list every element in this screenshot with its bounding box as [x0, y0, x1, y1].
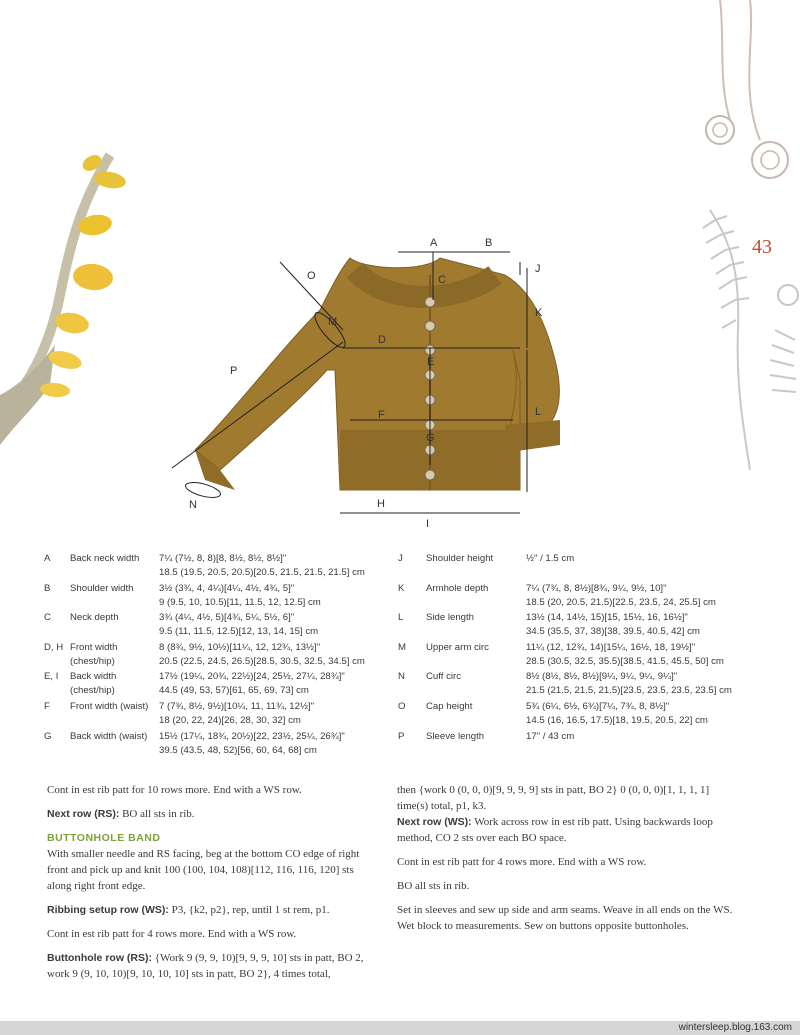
measurement-name: Front width (waist) — [70, 700, 149, 712]
leaf — [72, 262, 114, 291]
measurement-metric: 14.5 (16, 16.5, 17.5)[18, 19.5, 20.5, 22] cm — [526, 714, 708, 726]
measurement-name: Armhole depth — [426, 582, 489, 594]
dim-label-d: D — [378, 334, 386, 346]
measurement-imperial: 17" / 43 cm — [526, 730, 575, 742]
leaf-branch-illustration — [0, 145, 140, 445]
measurement-row — [398, 552, 758, 582]
measurement-name: Upper arm circ — [426, 641, 489, 653]
measurement-imperial: 3¾ (4¼, 4½, 5)[4¾, 5¼, 5½, 6]" — [159, 612, 295, 624]
instruction-paragraph — [47, 806, 367, 822]
measurement-values — [159, 641, 365, 669]
measurement-values — [526, 552, 574, 566]
measurement-imperial: 17½ (19¼, 20¾, 22½)[24, 25½, 27¼, 28¾]" — [159, 671, 345, 683]
fern-curl — [706, 116, 734, 144]
sweater-schematic — [165, 230, 565, 530]
measurement-letter: L — [398, 612, 404, 624]
measurement-letter: B — [44, 582, 51, 594]
measurement-imperial: 7 (7¾, 8½, 9½)[10¼, 11, 11¾, 12½]" — [159, 700, 315, 712]
footer-url: wintersleep.blog.163.com — [678, 1022, 792, 1033]
measurement-values — [526, 730, 574, 744]
measurement-imperial: 3½ (3¾, 4, 4¼)[4¼, 4½, 4¾, 5]" — [159, 582, 295, 594]
dim-label-f: F — [378, 409, 385, 421]
instruction-paragraph — [47, 902, 367, 918]
dim-label-l: L — [535, 406, 542, 418]
measurement-name: Front width (chest/hip) — [70, 641, 118, 667]
dim-label-a: A — [430, 237, 438, 249]
dim-label-p: P — [230, 365, 238, 377]
measurement-table-left — [44, 552, 394, 759]
measurement-letter: M — [398, 641, 406, 653]
measurement-letter: J — [398, 553, 403, 564]
measurement-metric: 21.5 (21.5, 21.5, 21.5)[23.5, 23.5, 23.5, 23.5] cm — [526, 685, 732, 697]
instruction-paragraph: Cont in est rib patt for 4 rows more. End with a WS row. — [397, 856, 647, 868]
page-number: 43 — [752, 236, 772, 258]
fern-curl — [752, 142, 788, 178]
instruction-paragraph — [47, 950, 367, 982]
measurement-letter: P — [398, 730, 405, 742]
measurement-values — [526, 582, 716, 610]
fern-frond-illustration — [680, 0, 800, 480]
measurement-imperial: ½" / 1.5 cm — [526, 553, 575, 564]
measurement-values — [159, 611, 318, 639]
measurement-row — [44, 611, 394, 641]
instruction-paragraph: With smaller needle and RS facing, beg at the bottom CO edge of right front and pick up and knit 100 (100, 104, 108)[112, 116, 116, 120] sts along right front edge. — [47, 848, 360, 892]
measurement-imperial: 13½ (14, 14½, 15)[15, 15½, 16, 16½]" — [526, 612, 688, 624]
instruction-lead: Ribbing setup row (WS): — [47, 904, 169, 916]
measurement-imperial: 11¼ (12, 12¾, 14)[15¼, 16½, 18, 19½]" — [526, 641, 696, 653]
measurement-name: Sleeve length — [426, 730, 485, 742]
instruction-paragraph: Cont in est rib patt for 4 rows more. End with a WS row. — [47, 928, 297, 940]
instructions-right-column — [397, 782, 742, 942]
measurement-letter: C — [44, 612, 51, 624]
measurement-values — [159, 730, 345, 758]
measurement-metric: 18 (20, 22, 24)[26, 28, 30, 32] cm — [159, 714, 301, 726]
instructions-left-column — [47, 782, 367, 990]
measurement-letter: O — [398, 700, 406, 712]
instruction-text: P3, {k2, p2}, rep, until 1 st rem, p1. — [168, 904, 330, 916]
measurement-name: Cuff circ — [426, 671, 462, 683]
measurement-row — [398, 730, 758, 760]
dim-label-m: M — [328, 316, 338, 328]
dim-label-g: G — [426, 432, 435, 444]
button — [425, 321, 435, 331]
measurement-letter: N — [398, 671, 405, 683]
instruction-text: {Work 9 (9, 9, 10)[9, 9, 9, 10] sts in patt, BO 2, work 9 (9, 10, 10)[9, 10, 10, 10] sts in patt, BO 2}, 4 times total, — [47, 952, 364, 980]
right-cuff — [505, 420, 560, 452]
dim-label-o: O — [307, 270, 316, 282]
measurement-row — [44, 730, 394, 760]
measurement-row — [44, 700, 394, 730]
measurement-letter: F — [44, 700, 50, 712]
fern-curl — [761, 151, 779, 169]
dim-label-i: I — [426, 518, 430, 530]
fern-frond — [703, 216, 749, 328]
measurement-table-right — [398, 552, 758, 759]
dim-label-b: B — [485, 237, 493, 249]
instruction-paragraph — [397, 814, 742, 846]
measurement-imperial: 5¾ (6¼, 6½, 6¾)[7¼, 7¾, 8, 8½]" — [526, 700, 670, 712]
measurement-metric: 18.5 (20, 20.5, 21.5)[22.5, 23.5, 24, 25.5] cm — [526, 596, 716, 608]
dim-label-n: N — [189, 499, 197, 511]
measurement-metric: 44.5 (49, 53, 57)[61, 65, 69, 73] cm — [159, 685, 309, 697]
section-heading: BUTTONHOLE BAND — [47, 832, 161, 844]
measurement-letter: K — [398, 582, 405, 594]
measurement-row — [398, 582, 758, 612]
instruction-paragraph: Set in sleeves and sew up side and arm seams. Weave in all ends on the WS. Wet block to measurements. Sew on buttons opposite buttonholes. — [397, 904, 733, 932]
measurement-row — [44, 582, 394, 612]
measurement-name: Back neck width — [70, 553, 140, 564]
measurement-letter: A — [44, 553, 51, 564]
measurement-name: Side length — [426, 612, 475, 624]
instruction-lead: Buttonhole row (RS): — [47, 952, 152, 964]
measurement-metric: 34.5 (35.5, 37, 38)[38, 39.5, 40.5, 42] cm — [526, 626, 700, 638]
measurement-imperial: 15½ (17¼, 18¾, 20½)[22, 23½, 25¼, 26¾]" — [159, 730, 345, 742]
measurement-imperial: 7¼ (7½, 8, 8)[8, 8½, 8½, 8½]" — [159, 553, 287, 564]
dim-label-c: C — [438, 274, 446, 286]
button — [425, 470, 435, 480]
measurement-metric: 18.5 (19.5, 20.5, 20.5)[20.5, 21.5, 21.5, 21.5] cm — [159, 567, 365, 578]
measurement-letter: D, H — [44, 641, 64, 653]
measurement-imperial: 8 (8¾, 9½, 10½)[11¼, 12, 12¾, 13½]" — [159, 641, 321, 653]
measurement-name: Back width (waist) — [70, 730, 148, 742]
measurement-values — [526, 611, 700, 639]
dim-label-h: H — [377, 498, 385, 510]
measurement-values — [159, 670, 345, 698]
measurement-metric: 9 (9.5, 10, 10.5)[11, 11.5, 12, 12.5] cm — [159, 596, 321, 608]
measurement-row — [398, 670, 758, 700]
fern-curl — [778, 285, 798, 305]
cardigan-photo — [195, 258, 560, 490]
dim-label-e: E — [427, 356, 435, 368]
measurement-metric: 20.5 (22.5, 24.5, 26.5)[28.5, 30.5, 32.5, 34.5] cm — [159, 655, 365, 667]
measurement-values — [526, 700, 708, 728]
measurement-metric: 9.5 (11, 11.5, 12.5)[12, 13, 14, 15] cm — [159, 626, 319, 638]
fern-frond — [770, 330, 796, 392]
measurement-name: Back width (chest/hip) — [70, 671, 117, 697]
instruction-paragraph: then {work 0 (0, 0, 0)[9, 9, 9, 9] sts in patt, BO 2} 0 (0, 0, 0)[1, 1, 1, 1] time(s) total, p1, k3. — [397, 784, 710, 812]
measurement-name: Shoulder width — [70, 582, 134, 594]
measurement-values — [526, 670, 732, 698]
instruction-lead: Next row (WS): — [397, 816, 472, 828]
measurement-row — [44, 641, 394, 671]
dim-line-p — [172, 342, 343, 468]
measurement-name: Neck depth — [70, 612, 119, 624]
instruction-text: BO all sts in rib. — [119, 808, 195, 820]
fern-stem — [749, 0, 760, 140]
measurement-values — [526, 641, 724, 669]
measurement-values — [159, 552, 365, 580]
dim-label-j: J — [535, 263, 541, 275]
measurement-name: Cap height — [426, 700, 473, 712]
measurement-imperial: 8½ (8½, 8½, 8½)[9¼, 9¼, 9¼, 9¼]" — [526, 671, 678, 683]
fern-curl — [713, 123, 727, 137]
instruction-paragraph: BO all sts in rib. — [397, 880, 470, 892]
instruction-lead: Next row (RS): — [47, 808, 120, 820]
measurement-imperial: 7¼ (7¾, 8, 8½)[8¾, 9¼, 9½, 10]" — [526, 582, 667, 594]
measurement-letter: G — [44, 730, 52, 742]
measurement-row — [44, 552, 394, 582]
measurement-row — [398, 641, 758, 671]
measurement-row — [398, 700, 758, 730]
instruction-text: Work across row in est rib patt. Using backwards loop method, CO 2 sts over each BO space. — [397, 816, 713, 844]
measurement-values — [159, 582, 321, 610]
measurement-values — [159, 700, 314, 728]
instruction-paragraph: Cont in est rib patt for 10 rows more. End with a WS row. — [47, 784, 302, 796]
measurement-name: Shoulder height — [426, 553, 494, 564]
measurement-metric: 28.5 (30.5, 32.5, 35.5)[38.5, 41.5, 45.5, 50] cm — [526, 655, 724, 667]
measurement-letter: E, I — [44, 671, 59, 683]
dim-label-k: K — [535, 307, 543, 319]
measurement-row — [44, 670, 394, 700]
measurement-metric: 39.5 (43.5, 48, 52)[56, 60, 64, 68] cm — [159, 744, 317, 756]
fern-stem — [720, 0, 730, 120]
measurement-row — [398, 611, 758, 641]
